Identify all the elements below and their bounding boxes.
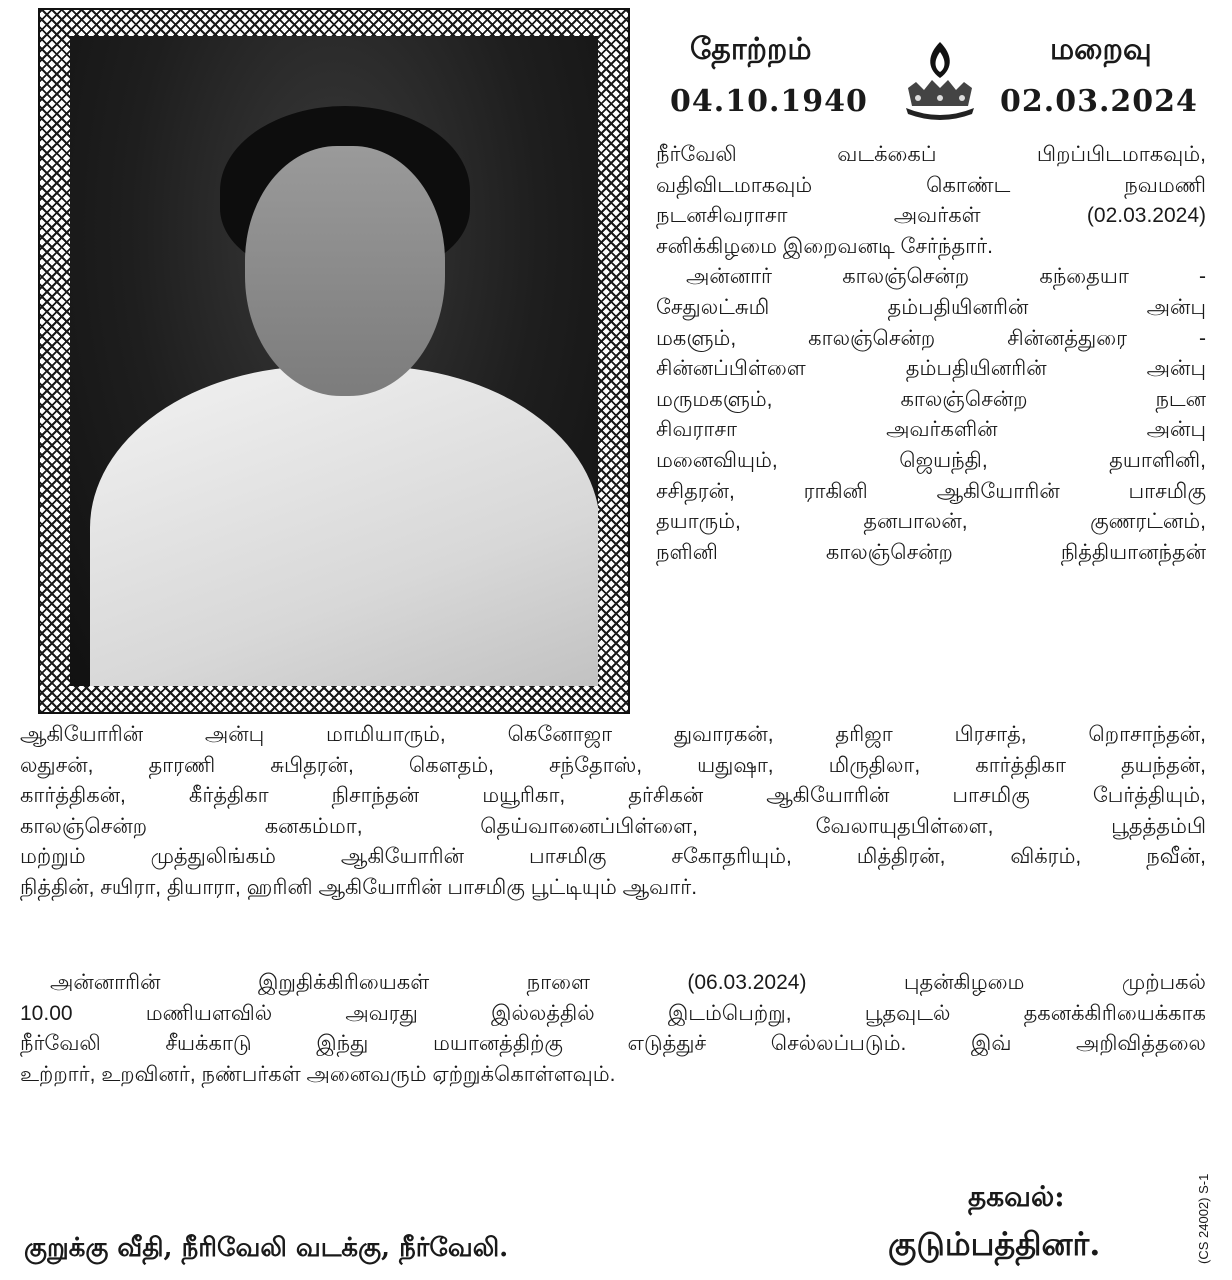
- funeral-line: அன்னாரின் இறுதிக்கிரியைகள் நாளை (06.03.2024) புதன்கிழமை முற்பகல்: [50, 971, 1206, 994]
- family-line: சசிதரன், ராகினி ஆகியோரின் பாசமிகு: [656, 479, 1206, 503]
- ad-code: (CS 24002) S-1: [1196, 1173, 1211, 1264]
- family-line: லதுசன், தாரணி சுபிதரன், கௌதம், சந்தோஸ், யதுஷா, மிருதிலா, கார்த்திகா தயந்தன்,: [20, 753, 1206, 777]
- intro-paragraph: [656, 140, 1206, 568]
- portrait-frame: [38, 8, 630, 714]
- family-continuation: [20, 720, 1206, 904]
- family-line: நளினி காலஞ்சென்ற நித்தியானந்தன்: [656, 540, 1206, 564]
- family-line: மற்றும் முத்துலிங்கம் ஆகியோரின் பாசமிகு சகோதரியும், மித்திரன், விக்ரம், நவீன்,: [20, 845, 1206, 869]
- family-line: நித்தின், சயிரா, தியாரா, ஹரினி ஆகியோரின் பாசமிகு பூட்டியும் ஆவார்.: [20, 875, 698, 899]
- funeral-line: 10.00 மணியளவில் அவரது இல்லத்தில் இடம்பெற்று, பூதவுடல் தகனக்கிரியைக்காக: [20, 1001, 1206, 1025]
- portrait-face: [245, 146, 445, 396]
- birth-label: தோற்றம்: [690, 32, 812, 67]
- portrait-saree: [90, 366, 598, 686]
- funeral-line: நீர்வேலி சீயக்காடு இந்து மயானத்திற்கு எடுத்துச் செல்லப்படும். இவ் அறிவித்தலை: [20, 1032, 1206, 1056]
- family-line: அன்னார் காலஞ்சென்ற கந்தையா -: [686, 265, 1206, 289]
- family-line: தயாரும், தனபாலன், குணரட்னம்,: [656, 510, 1206, 534]
- portrait-photo: [70, 36, 598, 686]
- dates-header: [660, 28, 1220, 128]
- family-line: மருமகளும், காலஞ்சென்ற நடன: [656, 387, 1206, 411]
- funeral-paragraph: [20, 968, 1206, 1090]
- family-line: மகளும், காலஞ்சென்ற சின்னத்துரை -: [656, 326, 1206, 350]
- intro-line: நடனசிவராசா அவர்கள் (02.03.2024): [656, 204, 1206, 228]
- address: குறுக்கு வீதி, நீரிவேலி வடக்கு, நீர்வேலி.: [24, 1233, 509, 1263]
- family-line: சின்னப்பிள்ளை தம்பதியினரின் அன்பு: [656, 357, 1206, 381]
- death-date: 02.03.2024: [1000, 84, 1198, 119]
- intro-line: நீர்வேலி வடக்கைப் பிறப்பிடமாகவும்,: [656, 143, 1206, 166]
- family-line: மனைவியும், ஜெயந்தி, தயாளினி,: [656, 448, 1206, 472]
- birth-date: 04.10.1940: [670, 84, 868, 119]
- family-line: ஆகியோரின் அன்பு மாமியாரும், கெனோஜா துவாரகன், தரிஜா பிரசாத், றொசாந்தன்,: [20, 723, 1206, 746]
- funeral-line: உற்றார், உறவினர், நண்பர்கள் அனைவரும் ஏற்றுக்கொள்ளவும்.: [20, 1062, 616, 1086]
- info-label: தகவல்:: [968, 1180, 1065, 1213]
- family-line: சேதுலட்சுமி தம்பதியினரின் அன்பு: [656, 295, 1206, 319]
- family-line: காலஞ்சென்ற கனகம்மா, தெய்வானைப்பிள்ளை, வேலாயுதபிள்ளை, பூதத்தம்பி: [20, 814, 1206, 838]
- intro-line: சனிக்கிழமை இறைவனடி சேர்ந்தார்.: [656, 234, 993, 258]
- family-line: கார்த்திகன், கீர்த்திகா நிசாந்தன் மயூரிகா, தர்சிகன் ஆகியோரின் பாசமிகு பேர்த்தியும்,: [20, 784, 1206, 808]
- intro-line: வதிவிடமாகவும் கொண்ட நவமணி: [656, 173, 1206, 197]
- oil-lamp-icon: [898, 38, 982, 122]
- death-label: மறைவு: [1050, 32, 1152, 67]
- family-line: சிவராசா அவர்களின் அன்பு: [656, 418, 1206, 442]
- family-signature: குடும்பத்தினர்.: [888, 1225, 1101, 1263]
- family-paragraph: [656, 262, 1206, 568]
